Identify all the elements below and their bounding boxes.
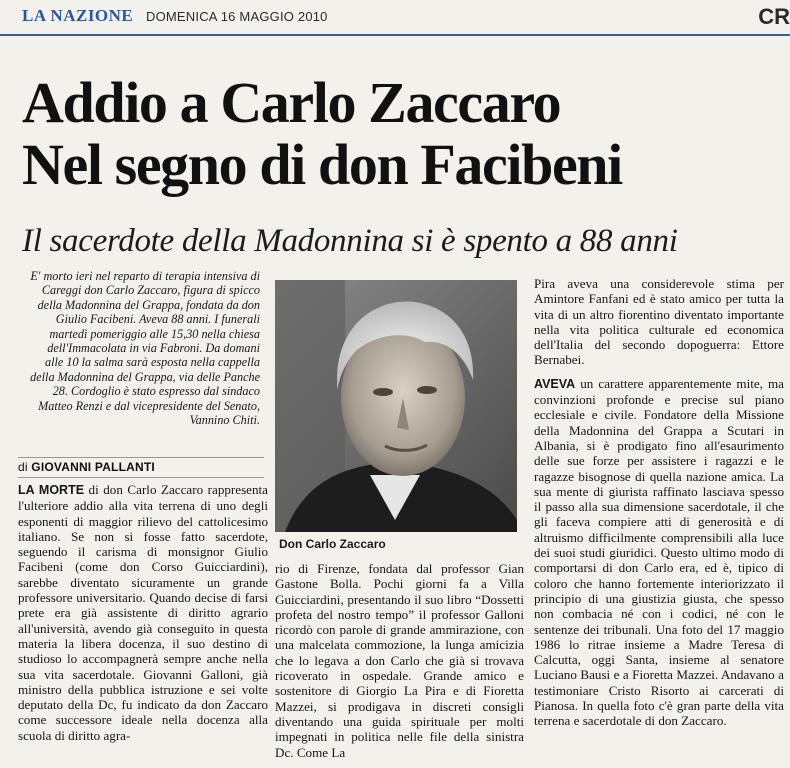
byline xyxy=(18,457,264,478)
article-column-3 xyxy=(534,276,784,768)
subheadline: Il sacerdote della Madonnina si è spento a 88 anni xyxy=(22,223,678,259)
photo-caption: Don Carlo Zaccaro xyxy=(279,537,386,551)
issue-date: DOMENICA 16 MAGGIO 2010 xyxy=(146,9,328,24)
section-tag: CR xyxy=(758,4,790,29)
column-3-text-bottom: un carattere apparentemente mite, ma convinzioni profonde e precise sul piano ecclesiale e civile. Fondatore della Missione della Madonnina del Grappa a Scutari in Albania, si è prodigato fino all'esaurimento delle sue forze per assistere i ragazzi e le ragazze bisognose di quella nazione amica. La sua mente di giurista raffinato lasciava spesso il passo alla sua dimensione sacerdotale, il che gli faceva compiere atti di generosità e di altruismo difficilmente comprensibili alla luce dei suoi studi giuridici. Questo ultimo modo di comportarsi di don Carlo era, ed è, tipico di coloro che hanno fortemente interiorizzato il principio di una giustizia giusta, che spesso non combacia né con i codici, né con le sentenze dei tribunali. Una foto del 17 maggio 1986 lo ritrae insieme a Madre Teresa di Calcutta, oggi Santa, insieme al senatore Luciano Bausi e a Fioretta Mazzei. Andavano a testimoniare Cristo Risorto ai carcerati di Pianosa. In quella foto c'è gran parte della vita terrena e sacerdotale di don Zaccaro. xyxy=(534,375,784,729)
lead-paragraph: E' morto ieri nel reparto di terapia intensiva di Careggi don Carlo Zaccaro, figura di spicco della Madonnina del Grappa, fondata da don Giulio Facibeni. Aveva 88 anni. I funerali martedì pomeriggio alle 15,30 nella chiesa dell'Immacolata in via Fabroni. Da domani alle 10 la salma sarà esposta nella cappella della Madonnina del Grappa, via delle Panche 28. Cordoglio è stato espresso dal sindaco Matteo Renzi e dal vicepresidente del Senato, Vannino Chiti. xyxy=(30,269,260,428)
column-1-text: di don Carlo Zaccaro rappresenta l'ulteriore addio alla vita terrena di uno degli esponenti di maggior rilievo del cattolicesimo italiano. Se non si fosse fatto sacerdote, seguendo il carisma di monsignor Giulio Facibeni (come don Corso Guicciardini), sarebbe diventato sicuramente un grande professore universitario. Quando decise di farsi prete era già assistente di diritto agrario all'università, avendo già conseguito in questa materia la libera docenza, il suo destino di studioso lo accompagnerà sempre anche nella sua vita sacerdotale. Giovanni Galloni, già ministro della pubblica istruzione e sei volte deputato della Dc, fu indicato da don Zaccaro come successore ideale nella docenza alla scuola di diritto agra- xyxy=(18,482,268,743)
byline-author: GIOVANNI PALLANTI xyxy=(31,460,155,474)
portrait-photo xyxy=(275,280,517,532)
headline-line-2: Nel segno di don Facibeni xyxy=(22,132,622,197)
column-3-text-top: Pira aveva una considerevole stima per Amintore Fanfani ed è stato amico per tutta la vita di un altro fiorentino diventato importante nella vita politica culturale ed economica dell'Italia del secondo dopoguerra: Ettore Bernabei. xyxy=(534,276,784,368)
newspaper-name: LA NAZIONE xyxy=(22,6,134,25)
paragraph-gap xyxy=(534,368,784,376)
headline-line-1: Addio a Carlo Zaccaro xyxy=(22,70,561,135)
column-1-lead-words: LA MORTE xyxy=(18,483,85,497)
column-3-lead-words: AVEVA xyxy=(534,376,576,391)
byline-prefix: di xyxy=(18,460,28,474)
headline xyxy=(22,72,782,196)
article-column-2: rio di Firenze, fondata dal professor Gian Gastone Bolla. Pochi giorni fa a Villa Guicciardini, presentando il suo libro “Dossetti profeta del nostro tempo” il professor Galloni ricordò con parole di grande ammirazione, con una malcelata commozione, la lunga amicizia che lo legava a don Carlo che già si trovava ricoverato in ospedale. Grande amico e sostenitore di Giorgio La Pira e di Fioretta Mazzei, si prodigava in discreti consigli diventando una guida spirituale per molti impegnati in politica nelle file della sinistra Dc. Come La xyxy=(275,561,524,760)
article-column-1 xyxy=(18,482,268,768)
masthead xyxy=(0,0,790,36)
